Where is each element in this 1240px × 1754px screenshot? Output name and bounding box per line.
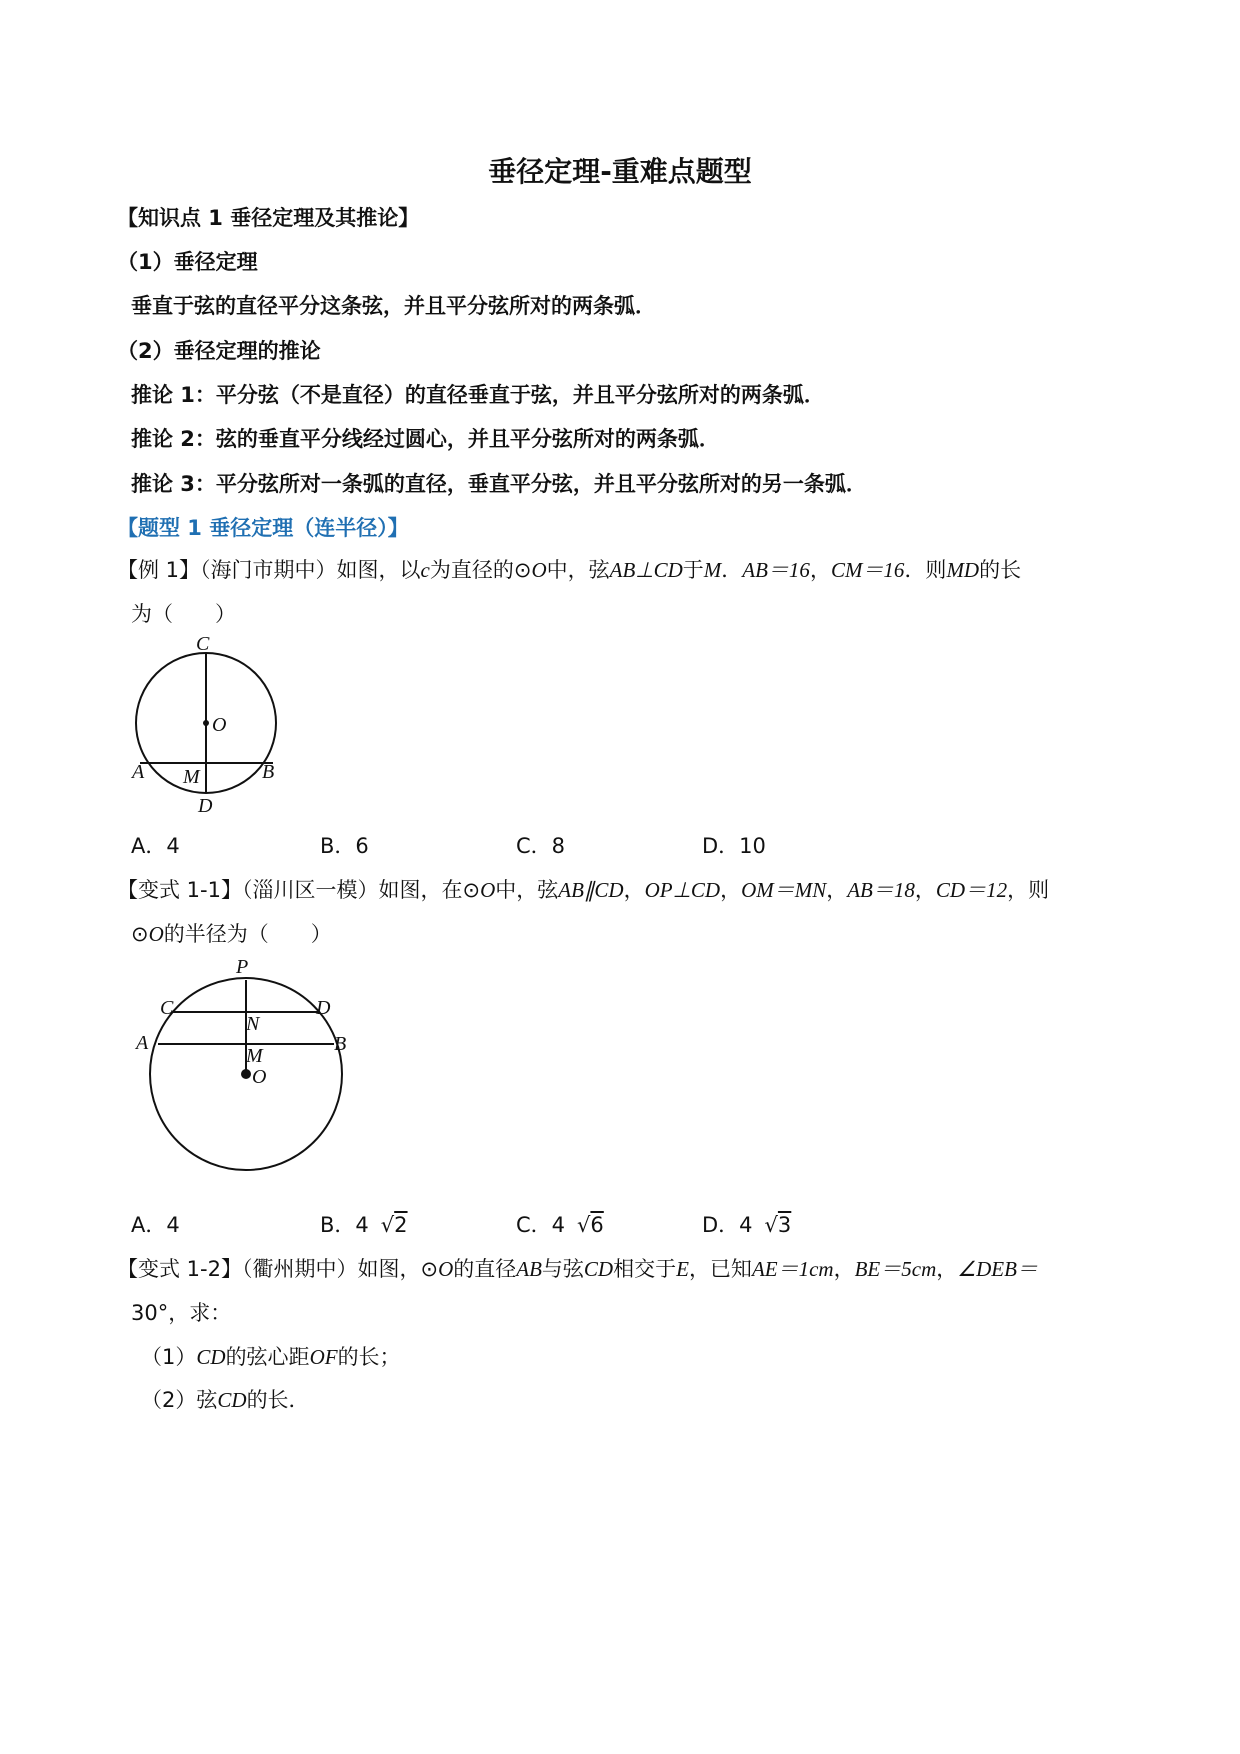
- label-m: M: [183, 766, 200, 788]
- q-text: 于: [682, 558, 704, 582]
- var11-option-a: A．4: [131, 1213, 180, 1237]
- variant-1-1-question: [117, 874, 1049, 904]
- q-text: ，: [720, 878, 742, 902]
- q-text: 的半径为（ ）: [163, 922, 332, 946]
- q-var: CD: [583, 1257, 614, 1281]
- q-text: ．: [721, 558, 743, 582]
- q-text: ，: [809, 558, 831, 582]
- q-var: AB⊥CD: [609, 558, 683, 582]
- variant-1-2-part-1: [141, 1341, 401, 1371]
- variant-1-1-tag: 【变式 1-1】: [117, 878, 242, 902]
- label-b: B: [334, 1033, 347, 1055]
- q-text: （2）弦: [141, 1388, 218, 1412]
- q-text: （淄川区一模）如图，在⊙: [241, 878, 481, 902]
- q-var: O: [438, 1257, 454, 1281]
- example-1-question-line2: 为（ ）: [131, 602, 236, 626]
- ex1-option-b: B．6: [320, 834, 369, 858]
- q-text: 中，弦: [546, 558, 610, 582]
- q-text: （衢州期中）如图，⊙: [241, 1257, 439, 1281]
- q-text: ，: [914, 878, 936, 902]
- q-text: 的长；: [337, 1345, 401, 1369]
- q-var: CD: [196, 1345, 226, 1369]
- q-text: （海门市期中）如图，以: [200, 558, 421, 582]
- q-text: （1）: [141, 1345, 197, 1369]
- q-var: M: [703, 558, 722, 582]
- variant-1-2-part-2: [141, 1384, 310, 1414]
- variant-1-2-question-line2: 30°，求：: [131, 1301, 232, 1325]
- q-var: AB＝18: [847, 878, 915, 902]
- q-var: MD: [946, 558, 980, 582]
- q-text: ，: [623, 878, 645, 902]
- label-n: N: [246, 1013, 260, 1035]
- q-text: 的直径: [453, 1257, 517, 1281]
- corollary-2: 推论 2：弦的垂直平分线经过圆心，并且平分弦所对的两条弧．: [131, 427, 720, 451]
- label-o: O: [252, 1066, 267, 1088]
- q-var: O: [531, 558, 547, 582]
- q-text: ，: [833, 1257, 855, 1281]
- q-var: AB＝16: [742, 558, 810, 582]
- q-var: c: [420, 558, 430, 582]
- radicand: 2: [394, 1213, 408, 1237]
- label-c: C: [160, 997, 174, 1019]
- q-var: BE＝5cm: [854, 1257, 937, 1281]
- q-var: ∠DEB＝: [957, 1257, 1038, 1281]
- sqrt-sign: √: [380, 1213, 395, 1237]
- q-text: 的弦心距: [225, 1345, 310, 1369]
- q-text: 的长: [979, 558, 1022, 582]
- radicand: 3: [777, 1213, 792, 1237]
- theorem-text: 垂直于弦的直径平分这条弦，并且平分弦所对的两条弧．: [131, 294, 656, 318]
- q-var: CD: [217, 1388, 247, 1412]
- label-a: A: [132, 761, 145, 783]
- q-text: ，: [936, 1257, 958, 1281]
- q-var: O: [148, 922, 164, 946]
- variant-1-2-question: [117, 1253, 1038, 1283]
- q-var: AB: [516, 1257, 542, 1281]
- q-text: ．则: [904, 558, 947, 582]
- label-a: A: [136, 1032, 149, 1054]
- label-p: P: [236, 956, 249, 978]
- label-o: O: [212, 714, 227, 736]
- sqrt-sign: √: [764, 1213, 778, 1237]
- q-text: ⊙: [131, 922, 149, 946]
- option-text: D．4: [702, 1213, 753, 1237]
- radicand: 6: [590, 1213, 604, 1237]
- q-text: 相交于: [613, 1257, 677, 1281]
- q-var: OM＝MN: [741, 878, 827, 902]
- type-1-heading: 【题型 1 垂径定理（连半径）】: [117, 516, 409, 540]
- ex1-option-d: D．10: [702, 834, 766, 858]
- ex1-option-a: A．4: [131, 834, 180, 858]
- corollary-1: 推论 1：平分弦（不是直径）的直径垂直于弦，并且平分弦所对的两条弧．: [131, 383, 825, 407]
- q-text: 的长．: [246, 1388, 310, 1412]
- example-1-figure: [120, 628, 300, 823]
- q-text: ，已知: [688, 1257, 752, 1281]
- corollary-3: 推论 3：平分弦所对一条弧的直径，垂直平分弦，并且平分弦所对的另一条弧．: [131, 472, 867, 496]
- example-1-question: [117, 554, 1021, 584]
- q-var: OP⊥CD: [644, 878, 721, 902]
- option-text: B．4: [320, 1213, 369, 1237]
- q-text: 与弦: [541, 1257, 584, 1281]
- q-var: CM＝16: [830, 558, 905, 582]
- q-var: AB∥CD: [558, 878, 624, 902]
- subheading-corollaries: （2）垂径定理的推论: [117, 339, 321, 363]
- label-c: C: [196, 633, 210, 655]
- var11-option-b: [320, 1209, 408, 1239]
- sqrt-sign: √: [577, 1213, 591, 1237]
- ex1-option-c: C．8: [516, 834, 566, 858]
- variant-1-1-figure: [128, 952, 358, 1174]
- q-text: 为直径的⊙: [429, 558, 532, 582]
- q-text: ，则: [1007, 878, 1050, 902]
- q-text: 中，弦: [495, 878, 559, 902]
- subheading-theorem: （1）垂径定理: [117, 250, 258, 274]
- label-m: M: [246, 1045, 263, 1067]
- center-point: [203, 720, 209, 726]
- center-point: [241, 1069, 251, 1079]
- q-var: CD＝12: [935, 878, 1008, 902]
- q-var: O: [480, 878, 496, 902]
- page-title: 垂径定理-重难点题型: [488, 155, 752, 188]
- q-var: AE＝1cm: [751, 1257, 834, 1281]
- knowledge-point-heading: 【知识点 1 垂径定理及其推论】: [117, 206, 420, 230]
- option-text: C．4: [516, 1213, 566, 1237]
- var11-option-c: [516, 1209, 604, 1239]
- label-d: D: [316, 997, 331, 1019]
- variant-1-2-tag: 【变式 1-2】: [117, 1257, 242, 1281]
- var11-option-d: [702, 1209, 791, 1239]
- label-d: D: [198, 795, 213, 817]
- label-b: B: [262, 761, 275, 783]
- q-var: OF: [309, 1345, 338, 1369]
- example-1-tag: 【例 1】: [117, 558, 201, 582]
- q-text: ，: [826, 878, 848, 902]
- variant-1-1-question-line2: [131, 918, 332, 948]
- q-var: E: [676, 1257, 689, 1281]
